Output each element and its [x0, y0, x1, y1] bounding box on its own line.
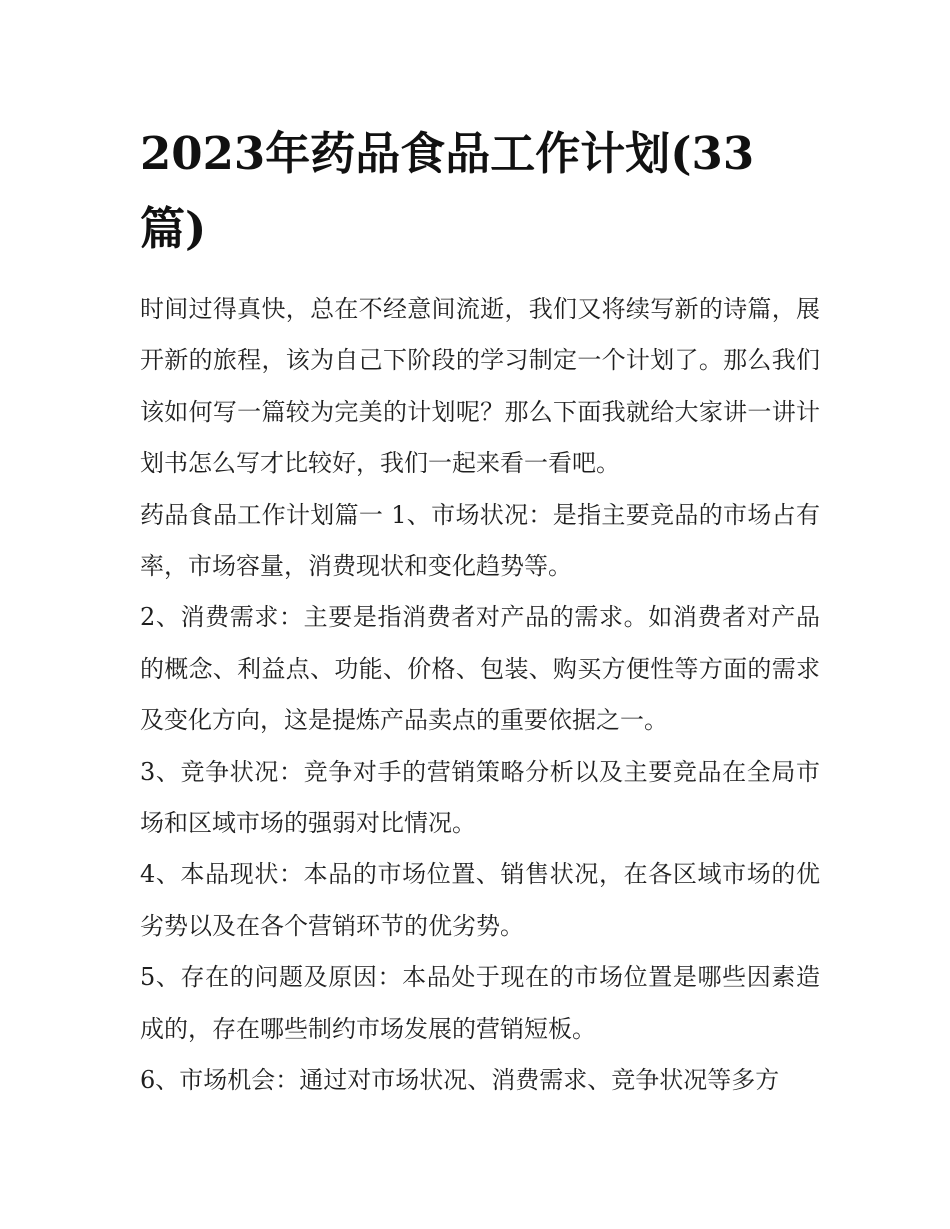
paragraph-consumer-demand: 2、消费需求：主要是指消费者对产品的需求。如消费者对产品的概念、利益点、功能、价格、包装、购买方便性等方面的需求及变化方向，这是提炼产品卖点的重要依据之一。: [140, 603, 820, 735]
paragraph-problems: 5、存在的问题及原因：本品处于现在的市场位置是哪些因素造成的，存在哪些制约市场发展的营销短板。: [140, 963, 820, 1043]
paragraph-market-opportunity: 6、市场机会：通过对市场状况、消费需求、竞争状况等多方: [140, 1066, 780, 1095]
paragraph-product-status: 4、本品现状：本品的市场位置、销售状况，在各区域市场的优劣势以及在各个营销环节的优劣势。: [140, 860, 820, 940]
intro-paragraph: 时间过得真快，总在不经意间流逝，我们又将续写新的诗篇，展开新的旅程，该为自己下阶段的学习制定一个计划了。那么我们该如何写一篇较为完美的计划呢？那么下面我就给大家讲一讲计划书怎么写才比较好，我们一起来看一看吧。: [140, 295, 820, 478]
document-title: 2023年药品食品工作计划(33篇): [140, 127, 755, 255]
document-content: [140, 116, 820, 1107]
paragraph-competition: 3、竞争状况：竞争对手的营销策略分析以及主要竞品在全局市场和区域市场的强弱对比情况。: [140, 757, 820, 838]
paragraph-market-status: 药品食品工作计划篇一 1、市场状况：是指主要竞品的市场占有率，市场容量，消费现状和变化趋势等。: [140, 500, 820, 581]
document-body: [140, 284, 820, 1107]
